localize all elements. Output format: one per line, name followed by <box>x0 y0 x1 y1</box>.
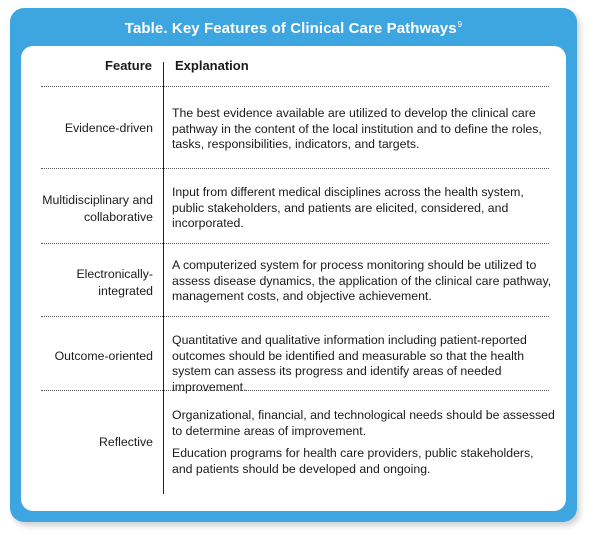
table-panel <box>10 8 577 522</box>
feature-cell: Evidence-driven <box>64 121 153 135</box>
feature-cell: Multidisciplinary and collaborative <box>42 193 153 224</box>
feature-cell: Electronically-integrated <box>76 267 153 298</box>
row-separator <box>41 168 549 169</box>
explanation-cell <box>172 185 532 232</box>
table-title <box>10 20 577 37</box>
explanation-cell <box>172 333 556 395</box>
explanation-paragraph: Organizational, financial, and technological needs should be assessed to determine areas of improvement. <box>172 408 555 438</box>
explanation-paragraph: A computerized system for process monitoring should be utilized to assess disease dynamics, the application of the clinical care pathway, management costs, and objective achievement. <box>172 258 552 303</box>
row-separator <box>41 390 549 391</box>
table-title-text: Table. Key Features of Clinical Care Pathways <box>124 20 457 37</box>
explanation-paragraph: Quantitative and qualitative information including patient-reported outcomes should be identified and measurable so that the health system can assess its progress and identify areas of needed improvement. <box>172 333 527 394</box>
explanation-cell <box>172 106 556 153</box>
row-separator <box>41 316 549 317</box>
header-feature: Feature <box>105 58 152 73</box>
row-separator <box>41 86 549 87</box>
feature-cell: Outcome-oriented <box>54 349 153 363</box>
feature-cell: Reflective <box>99 435 153 449</box>
header-explanation: Explanation <box>175 58 249 73</box>
row-separator <box>41 243 549 244</box>
explanation-cell <box>172 408 556 477</box>
table-card <box>21 46 566 511</box>
column-divider <box>163 62 164 494</box>
explanation-cell <box>172 258 556 305</box>
explanation-paragraph: The best evidence available are utilized to develop the clinical care pathway in the content of the local institution and to define the roles, tasks, responsibilities, indicators, and targets. <box>172 106 542 151</box>
title-reference: 9 <box>457 20 463 29</box>
explanation-paragraph: Education programs for health care providers, public stakeholders, and patients should be developed and ongoing. <box>172 446 534 476</box>
explanation-paragraph: Input from different medical disciplines across the health system, public stakeholders, and patients are elicited, considered, and incorporated. <box>172 185 524 230</box>
